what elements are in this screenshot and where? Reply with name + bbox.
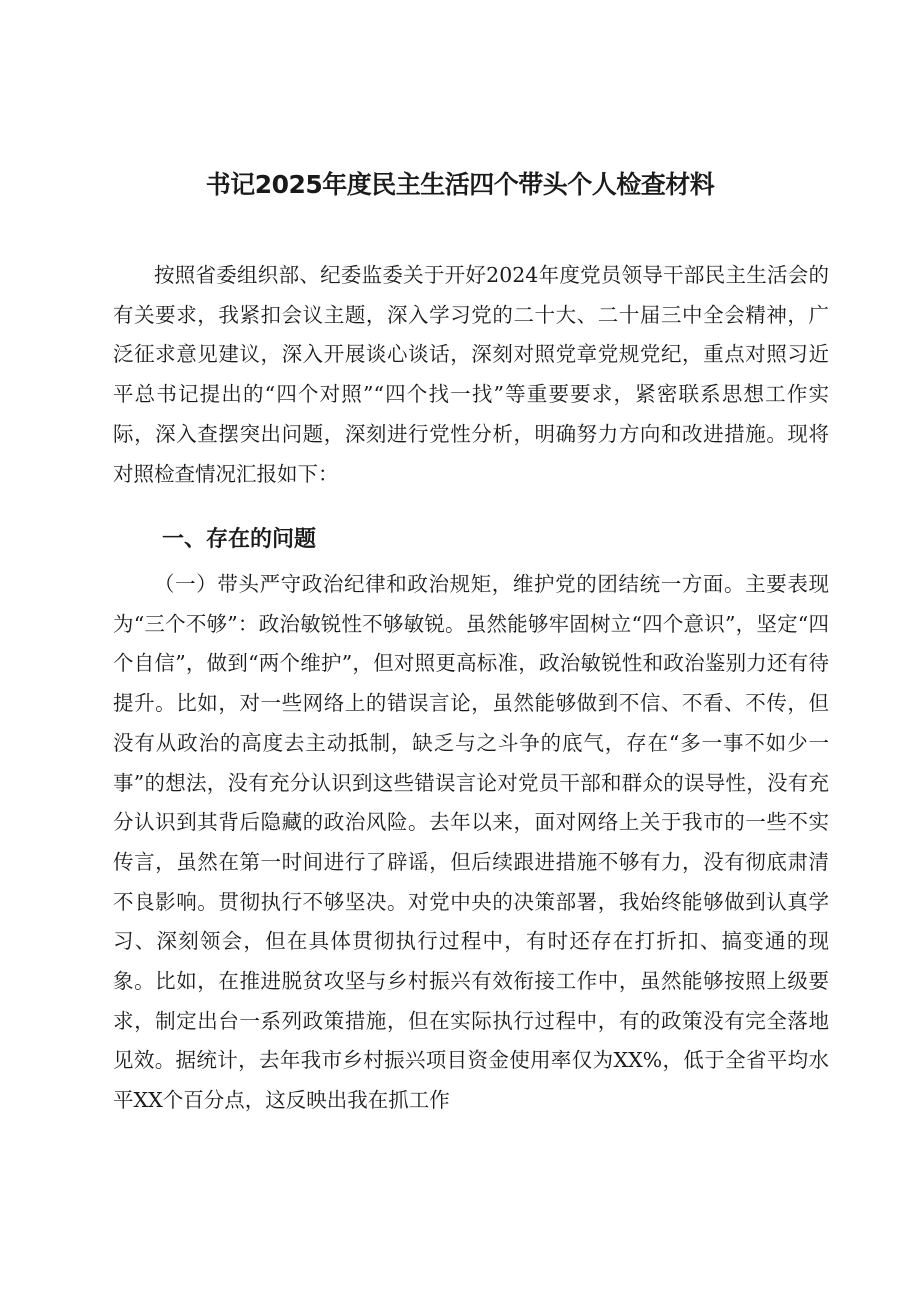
document-title: 书记2025年度民主生活四个带头个人检查材料 bbox=[205, 170, 715, 199]
section-1-paragraph: （一）带头严守政治纪律和政治规矩，维护党的团结统一方面。主要表现为“三个不够”：政治敏锐性不够敏锐。虽然能够牢固树立“四个意识”，坚定“四个自信”，做到“两个维护”，但对照更高标准，政治敏锐性和政治鉴别力还有待提升。比如，对一些网络上的错误言论，虽然能够做到不信、不看、不传，但没有从政治的高度去主动抵制，缺乏与之斗争的底气，存在“多一事不如少一事”的想法，没有充分认识到这些错误言论对党员干部和群众的误导性，没有充分认识到其背后隐藏的政治风险。去年以来，面对网络上关于我市的一些不实传言，虽然在第一时间进行了辟谣，但后续跟进措施不够有力，没有彻底肃清不良影响。贯彻执行不够坚决。对党中央的决策部署，我始终能够做到认真学习、深刻领会，但在具体贯彻执行过程中，有时还存在打折扣、搞变通的现象。比如，在推进脱贫攻坚与乡村振兴有效衔接工作中，虽然能够按照上级要求，制定出台一系列政策措施，但在实际执行过程中，有的政策没有完全落地见效。据统计，去年我市乡村振兴项目资金使用率仅为XX%，低于全省平均水平XX个百分点，这反映出我在抓工作 bbox=[113, 572, 829, 1113]
section-heading-problems: 一、存在的问题 bbox=[162, 527, 317, 552]
intro-paragraph: 按照省委组织部、纪委监委关于开好2024年度党员领导干部民主生活会的有关要求，我紧扣会议主题，深入学习党的二十大、二十届三中全会精神，广泛征求意见建议，深入开展谈心谈话，深刻对照党章党规党纪，重点对照习近平总书记提出的“四个对照”“四个找一找”等重要要求，紧密联系思想工作实际，深入查摆突出问题，深刻进行党性分析，明确努力方向和改进措施。现将对照检查情况汇报如下： bbox=[113, 263, 829, 486]
